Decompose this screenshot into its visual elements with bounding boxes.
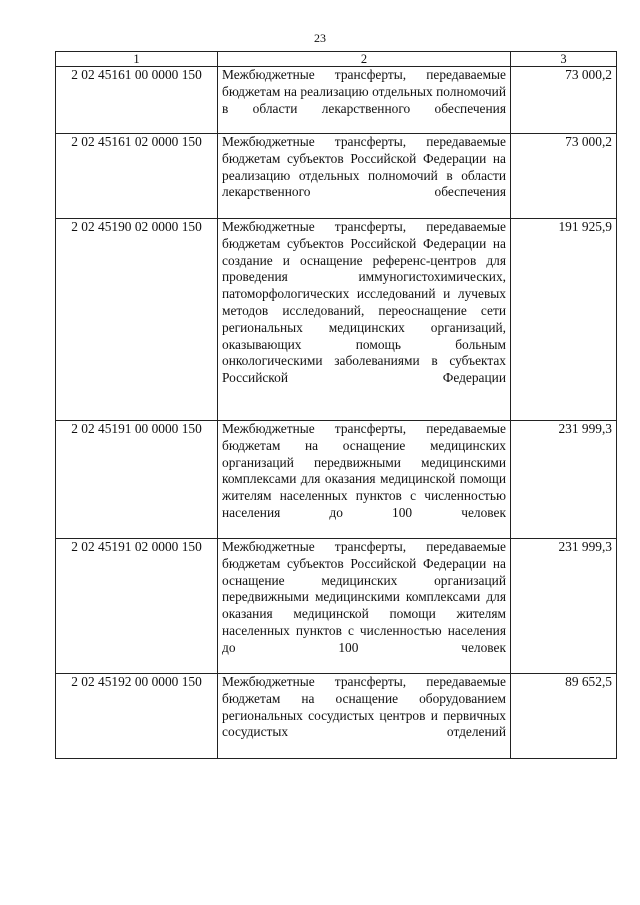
budget-classification-code: 2 02 45192 00 0000 150 xyxy=(56,674,218,759)
amount-value: 89 652,5 xyxy=(511,674,617,759)
amount-value: 73 000,2 xyxy=(511,67,617,134)
table-row xyxy=(56,67,617,134)
table-row xyxy=(56,421,617,539)
budget-classification-code: 2 02 45161 00 0000 150 xyxy=(56,67,218,134)
amount-value: 73 000,2 xyxy=(511,134,617,219)
amount-value: 231 999,3 xyxy=(511,539,617,674)
column-number-3: 3 xyxy=(511,52,617,67)
budget-classification-code: 2 02 45191 02 0000 150 xyxy=(56,539,218,674)
income-description: Межбюджетные трансферты, передаваемые бюджетам субъектов Российской Федерации на реализацию отдельных полномочий в области лекарственного обеспечения xyxy=(218,134,511,219)
table-row xyxy=(56,674,617,759)
budget-transfers-table xyxy=(55,51,617,759)
income-description: Межбюджетные трансферты, передаваемые бюджетам на оснащение медицинских организаций передвижными медицинскими комплексами для оказания медицинской помощи жителям населенных пунктов с численностью населения до 100 человек xyxy=(218,421,511,539)
table-row xyxy=(56,219,617,421)
income-description: Межбюджетные трансферты, передаваемые бюджетам субъектов Российской Федерации на создание и оснащение референс-центров для проведения иммуногистохимических, патоморфологических исследований и лучевых методов исследований, переоснащение сети региональных медицинских организаций, оказывающих помощь больным онкологическими заболеваниями в субъектах Российской Федерации xyxy=(218,219,511,421)
column-number-2: 2 xyxy=(218,52,511,67)
column-number-1: 1 xyxy=(56,52,218,67)
income-description: Межбюджетные трансферты, передаваемые бюджетам на оснащение оборудованием региональных сосудистых центров и первичных сосудистых отделений xyxy=(218,674,511,759)
budget-classification-code: 2 02 45161 02 0000 150 xyxy=(56,134,218,219)
table-row xyxy=(56,539,617,674)
amount-value: 191 925,9 xyxy=(511,219,617,421)
page-number: 23 xyxy=(314,31,326,45)
column-number-row xyxy=(56,52,617,67)
budget-classification-code: 2 02 45190 02 0000 150 xyxy=(56,219,218,421)
amount-value: 231 999,3 xyxy=(511,421,617,539)
income-description: Межбюджетные трансферты, передаваемые бюджетам на реализацию отдельных полномочий в области лекарственного обеспечения xyxy=(218,67,511,134)
income-description: Межбюджетные трансферты, передаваемые бюджетам субъектов Российской Федерации на оснащение медицинских организаций передвижными медицинскими комплексами для оказания медицинской помощи жителям населенных пунктов с численностью населения до 100 человек xyxy=(218,539,511,674)
table-row xyxy=(56,134,617,219)
budget-classification-code: 2 02 45191 00 0000 150 xyxy=(56,421,218,539)
